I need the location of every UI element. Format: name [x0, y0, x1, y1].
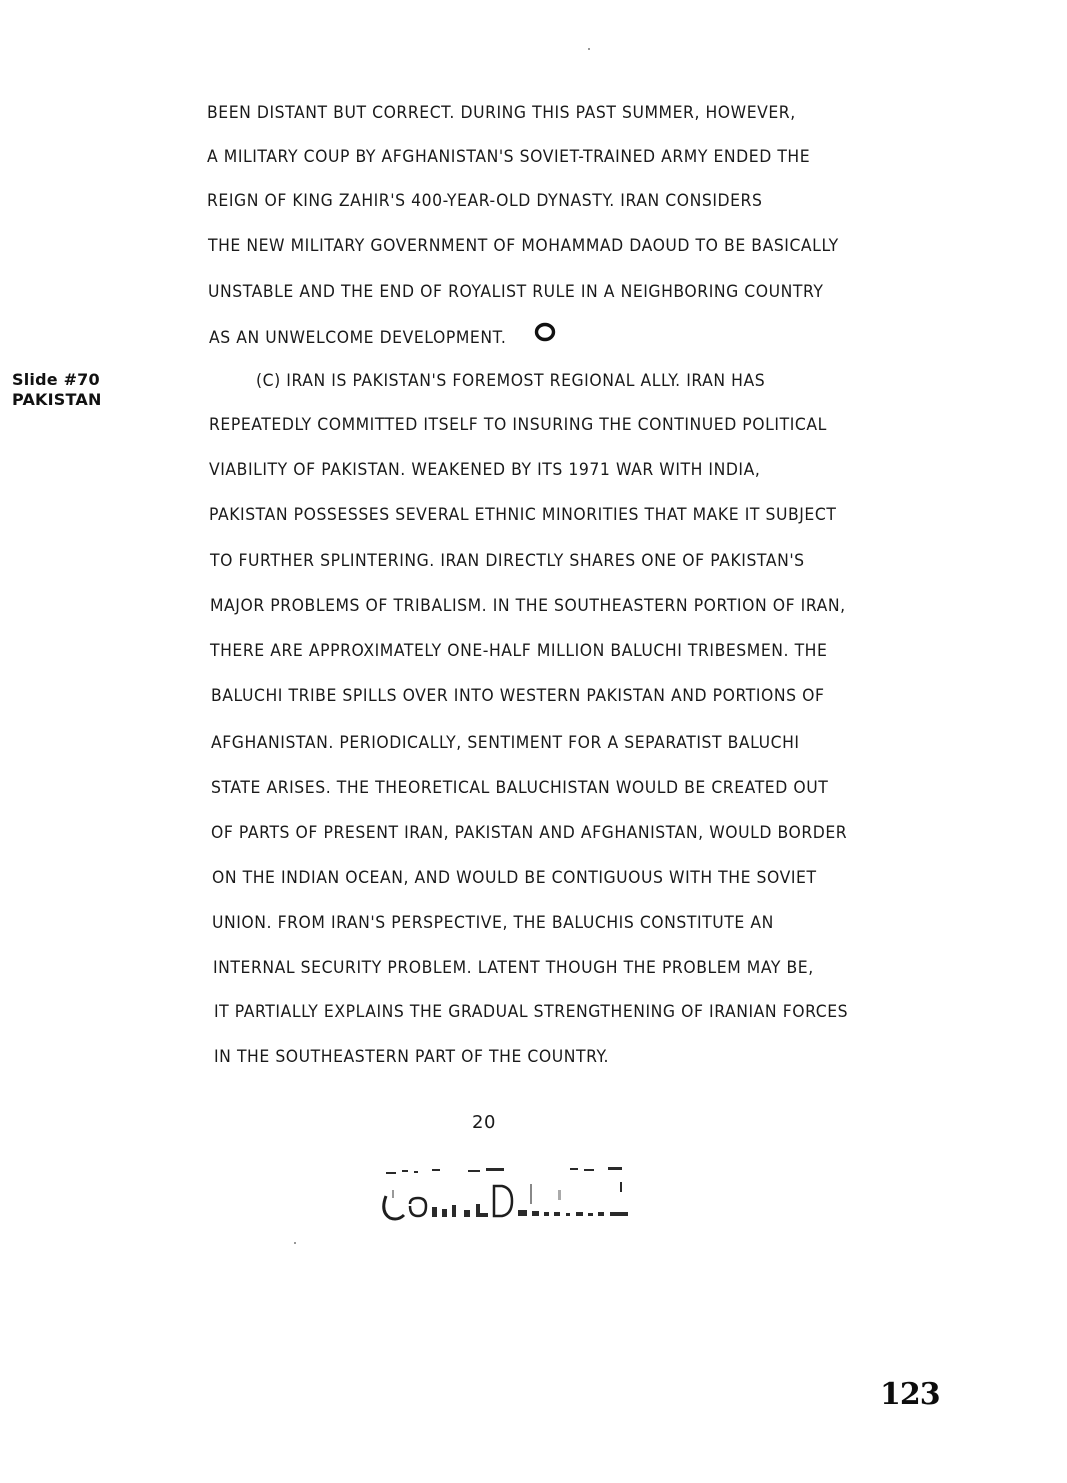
margin-topic-label: PAKISTAN [12, 390, 102, 409]
body-line: VIABILITY OF PAKISTAN. WEAKENED BY ITS 1971 WAR WITH INDIA, [209, 460, 761, 480]
body-line: UNSTABLE AND THE END OF ROYALIST RULE IN A NEIGHBORING COUNTRY [208, 282, 824, 302]
body-line: ON THE INDIAN OCEAN, AND WOULD BE CONTIGUOUS WITH THE SOVIET [212, 868, 817, 888]
body-line: THERE ARE APPROXIMATELY ONE-HALF MILLION BALUCHI TRIBESMEN. THE [210, 641, 828, 661]
body-line: MAJOR PROBLEMS OF TRIBALISM. IN THE SOUTHEASTERN PORTION OF IRAN, [210, 596, 846, 616]
body-line: OF PARTS OF PRESENT IRAN, PAKISTAN AND AFGHANISTAN, WOULD BORDER [211, 823, 848, 843]
body-line: AFGHANISTAN. PERIODICALLY, SENTIMENT FOR A SEPARATIST BALUCHI [211, 733, 800, 753]
scan-speck [294, 1242, 296, 1244]
body-line: PAKISTAN POSSESSES SEVERAL ETHNIC MINORITIES THAT MAKE IT SUBJECT [209, 505, 837, 525]
body-line: TO FURTHER SPLINTERING. IRAN DIRECTLY SHARES ONE OF PAKISTAN'S [210, 551, 805, 571]
body-line: INTERNAL SECURITY PROBLEM. LATENT THOUGH THE PROBLEM MAY BE, [213, 958, 814, 978]
classification-circle-mark [532, 320, 558, 344]
classification-stamp [372, 1160, 634, 1228]
folio-number: 123 [880, 1377, 940, 1412]
body-line: BEEN DISTANT BUT CORRECT. DURING THIS PAST SUMMER, HOWEVER, [207, 103, 796, 123]
margin-note [12, 370, 102, 410]
body-line: STATE ARISES. THE THEORETICAL BALUCHISTAN WOULD BE CREATED OUT [211, 778, 829, 798]
body-line: BALUCHI TRIBE SPILLS OVER INTO WESTERN PAKISTAN AND PORTIONS OF [211, 686, 825, 706]
body-line: (C) IRAN IS PAKISTAN'S FOREMOST REGIONAL ALLY. IRAN HAS [256, 371, 766, 391]
body-line: IT PARTIALLY EXPLAINS THE GRADUAL STRENGTHENING OF IRANIAN FORCES [214, 1002, 849, 1022]
margin-slide-label: Slide #70 [12, 370, 100, 389]
body-line: IN THE SOUTHEASTERN PART OF THE COUNTRY. [214, 1047, 609, 1067]
body-line: A MILITARY COUP BY AFGHANISTAN'S SOVIET-TRAINED ARMY ENDED THE [207, 147, 811, 167]
body-line: AS AN UNWELCOME DEVELOPMENT. [209, 328, 507, 348]
page-number: 20 [472, 1112, 496, 1133]
scan-speck [588, 48, 590, 50]
body-line: REPEATEDLY COMMITTED ITSELF TO INSURING THE CONTINUED POLITICAL [209, 415, 827, 435]
body-line: REIGN OF KING ZAHIR'S 400-YEAR-OLD DYNASTY. IRAN CONSIDERS [207, 191, 763, 211]
body-line: UNION. FROM IRAN'S PERSPECTIVE, THE BALUCHIS CONSTITUTE AN [212, 913, 774, 933]
body-line: THE NEW MILITARY GOVERNMENT OF MOHAMMAD DAOUD TO BE BASICALLY [208, 236, 839, 256]
